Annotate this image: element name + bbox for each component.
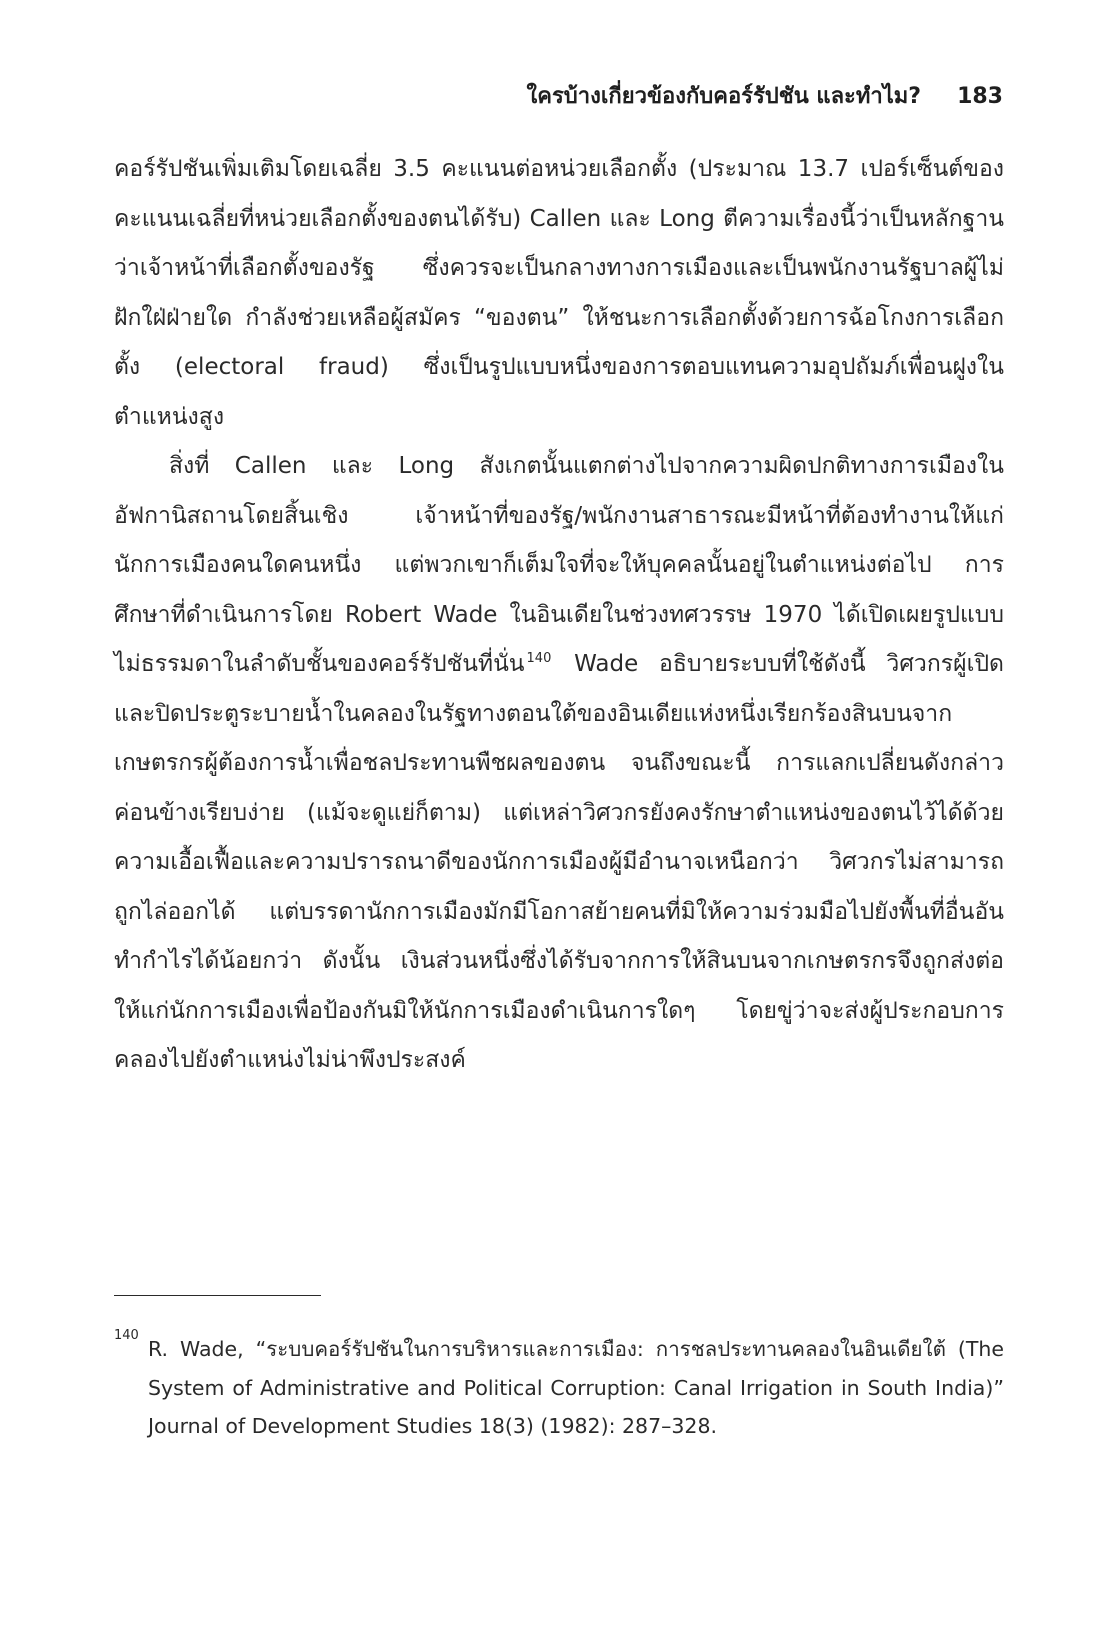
footnote-text: R. Wade, “ระบบคอร์รัปชันในการบริหารและการเมือง: การชลประทานคลองในอินเดียใต้ (The System of Administrative and Political Corruption: Canal Irrigation in South India)” Journal of Development Studies 18(3) (1982): 287–328. <box>148 1337 1004 1438</box>
paragraph-2 <box>114 442 1004 1086</box>
footnote-number: 140 <box>114 1328 139 1343</box>
paragraph-1: คอร์รัปชันเพิ่มเติมโดยเฉลี่ย 3.5 คะแนนต่อหน่วยเลือกตั้ง (ประมาณ 13.7 เปอร์เซ็นต์ของคะแนนเฉลี่ยที่หน่วยเลือกตั้งของตนได้รับ) Callen และ Long ตีความเรื่องนี้ว่าเป็นหลักฐานว่าเจ้าหน้าที่เลือกตั้งของรัฐ ซึ่งควรจะเป็นกลางทางการเมืองและเป็นพนักงานรัฐบาลผู้ไม่ฝักใฝ่ฝ่ายใด กำลังช่วยเหลือผู้สมัคร “ของตน” ให้ชนะการเลือกตั้งด้วยการฉ้อโกงการเลือกตั้ง (electoral fraud) ซึ่งเป็นรูปแบบหนึ่งของการตอบแทนความอุปถัมภ์เพื่อนฝูงในตำแหน่งสูง <box>114 156 1004 430</box>
body-text <box>114 145 1004 1086</box>
running-header <box>114 78 1003 118</box>
paragraph-2-part-1: สิ่งที่ Callen และ Long สังเกตนั้นแตกต่างไปจากความผิดปกติทางการเมืองในอัฟกานิสถานโดยสิ้นเชิง เจ้าหน้าที่ของรัฐ/พนักงานสาธารณะมีหน้าที่ต้องทำงานให้แก่นักการเมืองคนใดคนหนึ่ง แต่พวกเขาก็เต็มใจที่จะให้บุคคลนั้นอยู่ในตำแหน่งต่อไป การศึกษาที่ดำเนินการโดย Robert Wade ในอินเดียในช่วงทศวรรษ 1970 ได้เปิดเผยรูปแบบไม่ธรรมดาในลำดับชั้นของคอร์รัปชันที่นั่น <box>114 453 1004 677</box>
footnote <box>114 1330 1004 1446</box>
running-title: ใครบ้างเกี่ยวข้องกับคอร์รัปชัน และทำไม? <box>526 84 922 109</box>
footnote-divider <box>114 1295 321 1296</box>
page-number: 183 <box>957 84 1003 109</box>
paragraph-2-part-2: Wade อธิบายระบบที่ใช้ดังนี้ วิศวกรผู้เปิดและปิดประตูระบายน้ำในคลองในรัฐทางตอนใต้ของอินเดียแห่งหนึ่งเรียกร้องสินบนจากเกษตรกรผู้ต้องการน้ำเพื่อชลประทานพืชผลของตน จนถึงขณะนี้ การแลกเปลี่ยนดังกล่าวค่อนข้างเรียบง่าย (แม้จะดูแย่ก็ตาม) แต่เหล่าวิศวกรยังคงรักษาตำแหน่งของตนไว้ได้ด้วยความเอื้อเฟื้อและความปรารถนาดีของนักการเมืองผู้มีอำนาจเหนือกว่า วิศวกรไม่สามารถถูกไล่ออกได้ แต่บรรดานักการเมืองมักมีโอกาสย้ายคนที่มิให้ความร่วมมือไปยังพื้นที่อื่นอันทำกำไรได้น้อยกว่า ดังนั้น เงินส่วนหนึ่งซึ่งได้รับจากการให้สินบนจากเกษตรกรจึงถูกส่งต่อให้แก่นักการเมืองเพื่อป้องกันมิให้นักการเมืองดำเนินการใดๆ โดยขู่ว่าจะส่งผู้ประกอบการคลองไปยังตำแหน่งไม่น่าพึงประสงค์ <box>114 651 1004 1073</box>
footnote-reference[interactable]: 140 <box>526 651 552 666</box>
